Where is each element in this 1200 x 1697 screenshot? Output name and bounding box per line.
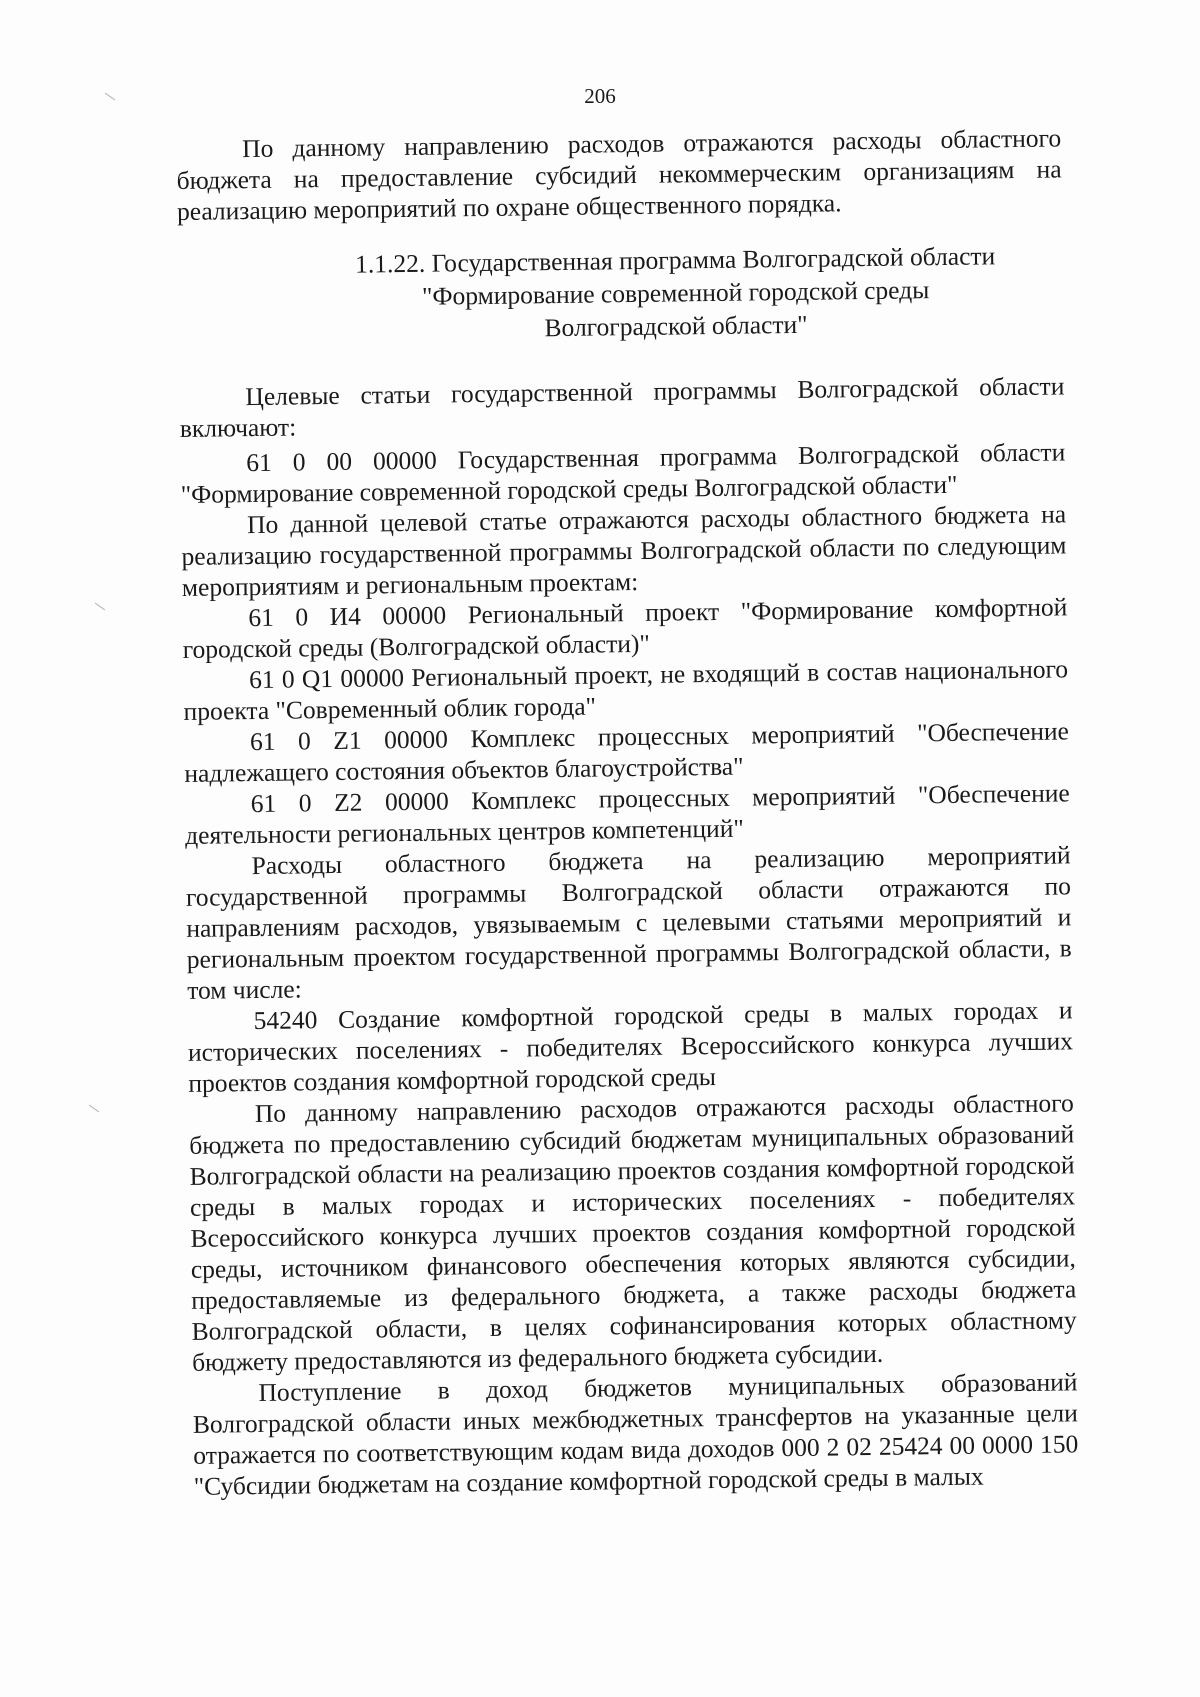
target-article-code: 61 0 00 00000 Государственная программа Волгоградской области "Формирование современной городской среды Волгоградской области" <box>180 437 1066 509</box>
document-body <box>176 122 1079 1501</box>
target-article-code: 61 0 Z2 00000 Комплекс процессных мероприятий "Обеспечение деятельности региональных центров компетенций" <box>184 778 1070 850</box>
paragraph: По данному направлению расходов отражаются расходы областного бюджета на предоставление субсидий некоммерческим организациям на реализацию мероприятий по охране общественного порядка. <box>176 123 1062 226</box>
section-heading-line: "Формирование современной городской среды <box>421 275 930 311</box>
section-heading-line: Волгоградской области" <box>544 309 808 343</box>
page-number: 206 <box>584 84 616 108</box>
paragraph: Поступление в доход бюджетов муниципальных образований Волгоградской области иных межбюджетных трансфертов на указанные цели отражается по соответствующим кодам вида доходов 000 2 02 25424 00 0000 150 "Субсидии бюджетам на создание комфортной городской среды в малых <box>192 1367 1079 1501</box>
target-article-code: 61 0 Q1 00000 Региональный проект, не входящий в состав национального проекта "Современный облик города" <box>183 654 1069 726</box>
target-article-code: 61 0 И4 00000 Региональный проект "Формирование комфортной городской среды (Волгоградской области)" <box>182 592 1068 664</box>
paragraph: Целевые статьи государственной программы Волгоградской области включают: <box>179 371 1065 443</box>
scan-mark <box>89 1105 99 1113</box>
target-article-code: 61 0 Z1 00000 Комплекс процессных мероприятий "Обеспечение надлежащего состояния объектов благоустройства" <box>184 716 1070 788</box>
section-heading <box>178 238 1064 349</box>
scan-mark <box>95 603 105 611</box>
expense-direction-code: 54240 Создание комфортной городской среды в малых городах и исторических поселениях - победителях Всероссийского конкурса лучших проектов создания комфортной городской среды <box>187 995 1074 1098</box>
paragraph: По данному направлению расходов отражаются расходы областного бюджета по предоставлению субсидий бюджетам муниципальных образований Волгоградской области на реализацию проектов создания комфортной городской среды в малых городах и исторических поселениях - победителях Всероссийского конкурса лучших проектов создания комфортной городской среды, источником финансового обеспечения которых являются субсидии, предоставляемые из федерального бюджета, а также расходы бюджета Волгоградской области, в целях софинансирования которых областному бюджету предоставляются из федерального бюджета субсидии. <box>189 1088 1077 1377</box>
section-heading-line: 1.1.22. Государственная программа Волгоградской области <box>354 241 996 279</box>
paragraph: Расходы областного бюджета на реализацию мероприятий государственной программы Волгоградской области отражаются по направлениям расходов, увязываемым с целевыми статьями мероприятий и региональным проектом государственной программы Волгоградской области, в том числе: <box>185 840 1072 1005</box>
paragraph: По данной целевой статье отражаются расходы областного бюджета на реализацию государственной программы Волгоградской области по следующим мероприятиям и региональным проектам: <box>181 499 1067 602</box>
